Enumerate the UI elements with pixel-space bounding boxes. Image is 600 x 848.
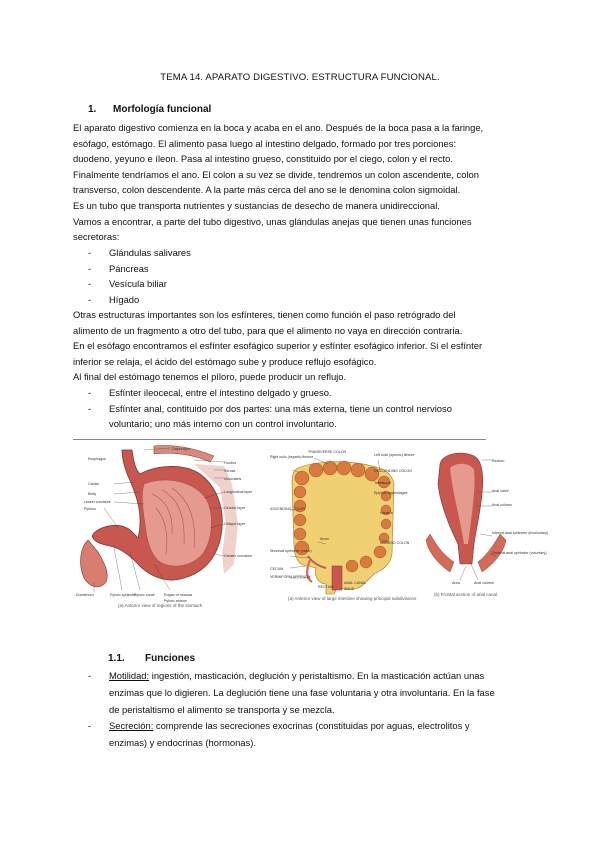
list-item: - Esfínter anal, contituido por dos partes: una más externa, tiene un control nervioso voluntario; uno más interno con un control involuntario. xyxy=(88,402,452,430)
svg-text:Greater curvature: Greater curvature xyxy=(224,554,253,558)
svg-text:ANUS: ANUS xyxy=(344,587,354,591)
text-line: Vamos a encontrar, a parte del tubo digestivo, unas glándulas anejas que tienen unas funciones xyxy=(73,215,472,227)
text-line: inferior se relaja, el ácido del estómago sube y produce reflujo esofágico. xyxy=(73,355,377,367)
svg-text:Body: Body xyxy=(88,492,97,496)
svg-text:(a) Anterior view of large int: (a) Anterior view of large intestine showing principal subdivisions xyxy=(288,596,417,601)
svg-text:DESCENDING COLON: DESCENDING COLON xyxy=(374,469,412,473)
text-line: En el esófago encontramos el esfínter esofágico superior y esfínter esofágico inferior. Si el esfínter xyxy=(73,340,483,352)
page-title: TEMA 14. APARATO DIGESTIVO. ESTRUCTURA FUNCIONAL. xyxy=(160,72,440,83)
text-line: Otras estructuras importantes son los esfínteres, tienen como función el paso retrógrado del xyxy=(73,309,456,320)
svg-text:Internal anal sphincter (invol: Internal anal sphincter (involuntary) xyxy=(492,531,549,535)
svg-text:SIGMOID COLON: SIGMOID COLON xyxy=(380,541,410,545)
svg-text:CECUM: CECUM xyxy=(270,567,284,571)
svg-text:Ileum: Ileum xyxy=(320,537,329,541)
subsection-heading-funciones xyxy=(108,653,195,664)
svg-text:Muscularis: Muscularis xyxy=(224,477,242,481)
svg-text:Circular layer: Circular layer xyxy=(224,506,246,510)
svg-text:TRANSVERSE COLON: TRANSVERSE COLON xyxy=(308,450,347,454)
svg-text:Ileocecal sphincter (valve): Ileocecal sphincter (valve) xyxy=(270,549,312,553)
svg-text:Pyloric sphincter: Pyloric sphincter xyxy=(110,593,137,597)
svg-text:(b) Frontal section of anal ca: (b) Frontal section of anal canal xyxy=(434,592,498,597)
list-item: - Hígado xyxy=(88,293,140,305)
svg-text:Anal column: Anal column xyxy=(492,503,512,507)
divider-line xyxy=(73,439,486,440)
svg-text:External anal sphincter (volun: External anal sphincter (voluntary) xyxy=(492,551,547,555)
list-item: - Esfínter ileocecal, entre el intestino delgado y grueso. xyxy=(88,387,332,398)
svg-text:Epiploic appendages: Epiploic appendages xyxy=(374,491,408,495)
svg-text:Pylorus: Pylorus xyxy=(84,507,96,511)
svg-text:Anal valve: Anal valve xyxy=(492,489,509,493)
glands-list xyxy=(88,245,191,307)
svg-text:ASCENDING COLON: ASCENDING COLON xyxy=(270,507,306,511)
svg-text:Diaphragm: Diaphragm xyxy=(172,447,190,451)
list-item-motilidad: - Motilidad: ingestión, masticación, deglución y peristaltismo. En la masticación actúan unas enzimas que lo digieren. La deglución tiene una fase voluntaria y otra involuntaria. En la fase de peristaltismo el alimento se transporta y se mezcla. xyxy=(88,670,495,715)
text-line: esófago, estómago. El alimento pasa luego al intestino delgado, formado por tres porciones: xyxy=(73,137,457,149)
stomach-illustration xyxy=(74,444,256,612)
text-line: transverso, colon descendente. A la parte más cerca del ano se le denomina colon sigmoidal. xyxy=(73,184,461,196)
section-number: 1. xyxy=(88,104,97,115)
term: Motilidad: xyxy=(109,670,150,681)
svg-text:Oblique layer: Oblique layer xyxy=(224,522,246,526)
list-item: - Vesícula biliar xyxy=(88,278,167,290)
svg-text:Longitudinal layer: Longitudinal layer xyxy=(224,490,253,494)
subsection-title: Funciones xyxy=(145,653,196,664)
svg-text:Lesser curvature: Lesser curvature xyxy=(84,500,111,504)
svg-text:Right colic (hepatic) flexure: Right colic (hepatic) flexure xyxy=(270,455,314,459)
svg-text:Serosa: Serosa xyxy=(224,469,236,473)
large-intestine-illustration xyxy=(268,444,418,612)
svg-text:Anal column: Anal column xyxy=(474,581,494,585)
text-line: duodeno, yeyuno e íleon. Pasa al intestino grueso, constituido por el ciego, colon y el recto. xyxy=(73,153,453,165)
svg-text:ANAL CANAL: ANAL CANAL xyxy=(344,581,367,585)
section-heading-morfologia xyxy=(88,104,211,115)
term: Secreción: xyxy=(109,720,154,732)
list-item: - Glándulas salivares xyxy=(88,247,191,258)
svg-text:Pyloric canal: Pyloric canal xyxy=(134,593,155,597)
anal-canal-illustration xyxy=(420,444,549,612)
svg-text:Rugae of mucosa: Rugae of mucosa xyxy=(164,593,193,597)
sphincters-paragraph xyxy=(73,307,533,385)
intro-paragraph xyxy=(73,120,533,245)
text-line: alimento de un fragmento a otro del tubo, para que el alimento no vaya en dirección contraria. xyxy=(73,324,463,336)
section-title: Morfología funcional xyxy=(113,104,212,115)
text-line: Al final del estómago tenemos el píloro, puede producir un reflujo. xyxy=(73,371,347,383)
svg-text:RECTUM: RECTUM xyxy=(318,585,334,589)
svg-text:(a) Anterior view of regions o: (a) Anterior view of regions of the stomach xyxy=(118,603,203,608)
svg-text:Left colic (splenic) flexure: Left colic (splenic) flexure xyxy=(374,453,415,457)
svg-text:Pyloric antrum: Pyloric antrum xyxy=(164,599,187,603)
text-line: Finalmente tendríamos el ano. El colon a su vez se divide, tendremos un colon ascendente, colon xyxy=(73,168,479,180)
svg-text:Cardia: Cardia xyxy=(88,482,99,486)
list-item: - Páncreas xyxy=(88,262,149,274)
functions-list xyxy=(88,668,528,752)
subsection-number: 1.1. xyxy=(108,653,125,664)
svg-text:Esophagus: Esophagus xyxy=(88,457,106,461)
svg-text:VERMIFORM APPENDIX: VERMIFORM APPENDIX xyxy=(270,575,311,579)
text-line: Es un tubo que transporta nutrientes y sustancias de desecho de manera unidireccional. xyxy=(73,199,440,211)
text-line: El aparato digestivo comienza en la boca y acaba en el ano. Después de la boca pasa a la faringe, xyxy=(73,122,484,133)
svg-text:Haustra: Haustra xyxy=(380,511,393,515)
svg-text:Rectum: Rectum xyxy=(492,459,505,463)
sphincters-list xyxy=(88,385,452,432)
list-item-secrecion: - Secreción: comprende las secreciones exocrinas (constituidas por aguas, electrolitos y enzimas) y endocrinas (hormonas). xyxy=(88,720,470,749)
text-line: secretoras: xyxy=(73,231,120,243)
svg-text:Taenia coli: Taenia coli xyxy=(374,481,391,485)
svg-text:Fundus: Fundus xyxy=(224,461,236,465)
svg-text:Anus: Anus xyxy=(452,581,461,585)
svg-text:Duodenum: Duodenum xyxy=(76,593,94,597)
